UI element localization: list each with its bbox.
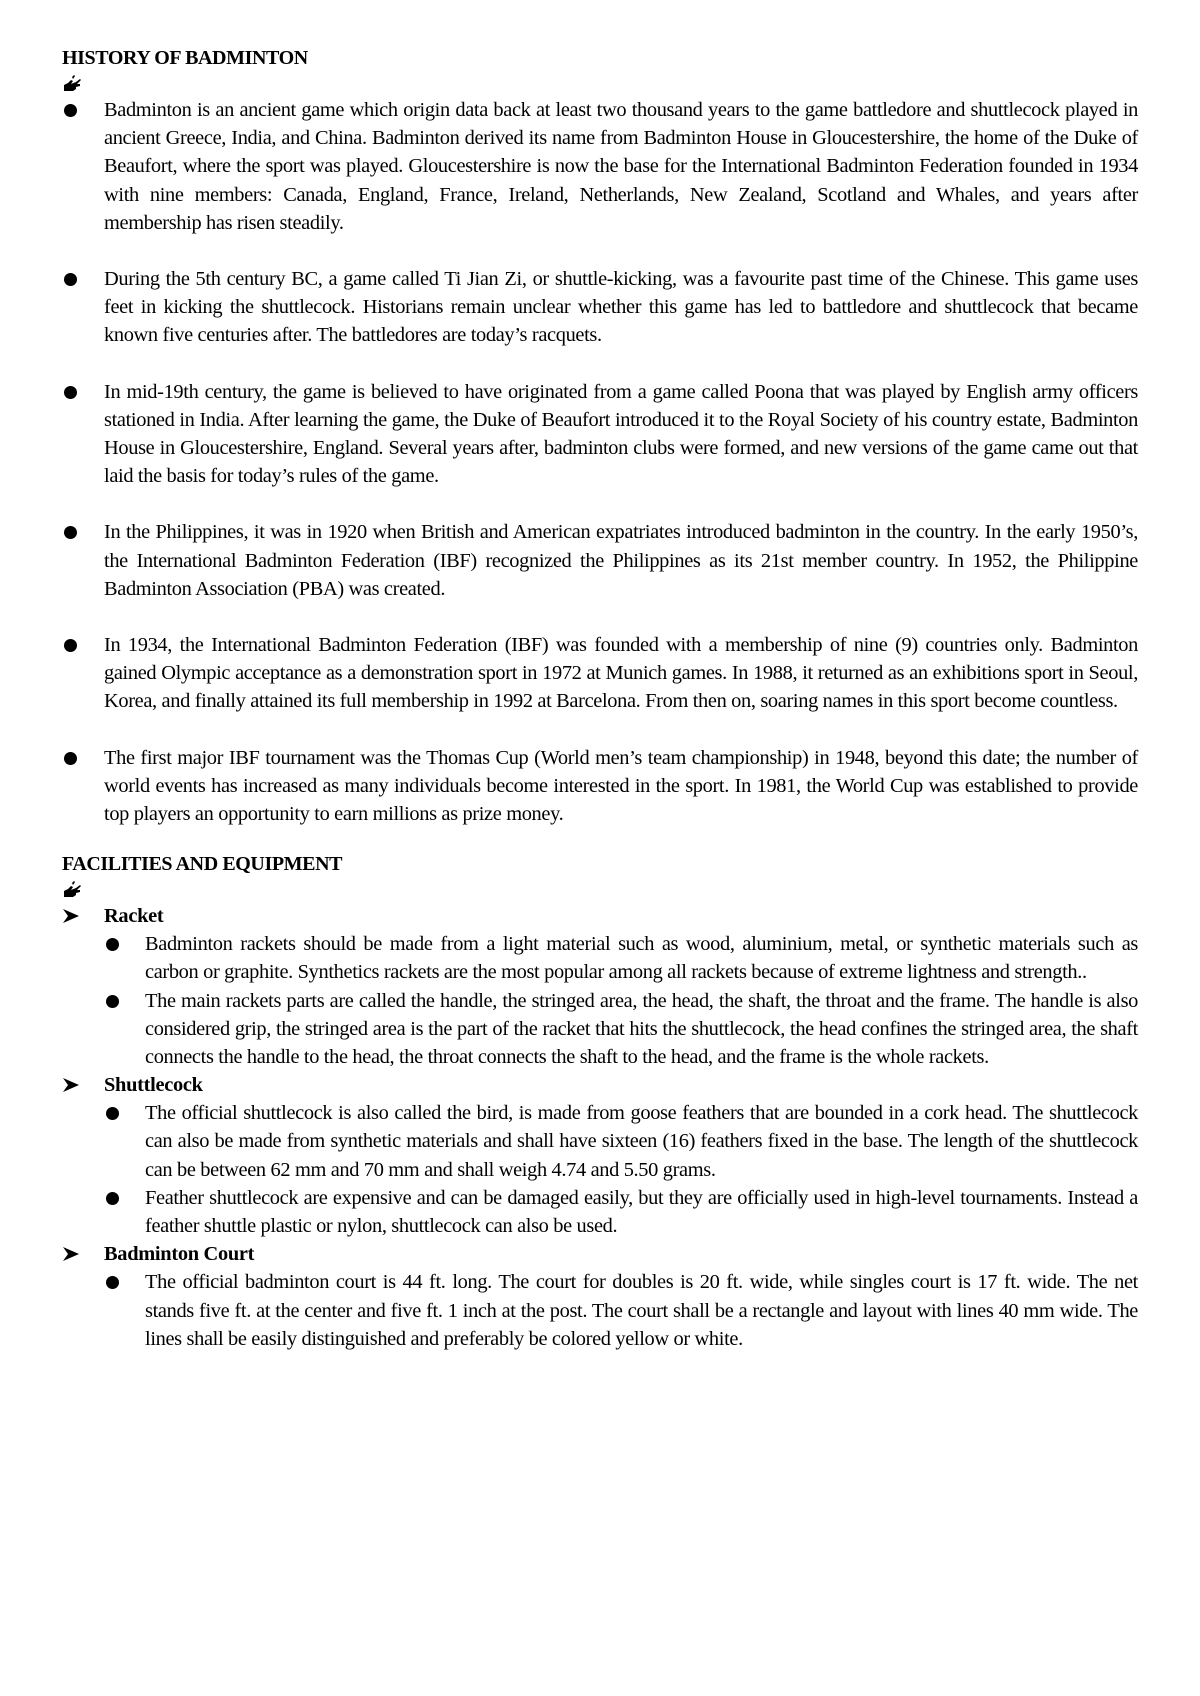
history-heading: HISTORY OF BADMINTON — [62, 47, 308, 69]
racket-section — [62, 902, 1138, 1071]
bullet-icon — [106, 938, 119, 951]
facilities-heading: FACILITIES AND EQUIPMENT — [62, 853, 343, 876]
list-item: The official badminton court is 44 ft. long. The court for doubles is 20 ft. wide, while singles court is 17 ft. wide. The net stands five ft. at the center and five ft. 1 inch at the post. The court shall be a rectangle and layout with lines 40 mm wide. The lines shall be easily distinguished and preferably be colored yellow or white. — [104, 1268, 1138, 1353]
court-section — [62, 1240, 1138, 1353]
bullet-icon — [64, 526, 77, 539]
racket-heading: Racket — [62, 902, 1138, 930]
list-item: The official shuttlecock is also called the bird, is made from goose feathers that are bounded in a cork head. The shuttlecock can also be made from synthetic materials and shall have sixteen (16) feathers fixed in the base. The length of the shuttlecock can be between 62 mm and 70 mm and shall weigh 4.74 and 5.50 grams. — [104, 1099, 1138, 1184]
writing-hand-icon — [62, 880, 82, 900]
bullet-icon — [106, 995, 119, 1008]
bullet-icon — [64, 273, 77, 286]
history-list — [62, 96, 1138, 828]
bullet-icon — [106, 1192, 119, 1205]
bullet-icon — [64, 386, 77, 399]
bullet-icon — [106, 1276, 119, 1289]
list-item: In the Philippines, it was in 1920 when British and American expatriates introduced badminton in the country. In the early 1950’s, the International Badminton Federation (IBF) recognized the Philippines as its 21st member country. In 1952, the Philippine Badminton Association (PBA) was created. — [62, 518, 1138, 603]
court-list — [62, 1268, 1138, 1353]
racket-list — [62, 930, 1138, 1071]
list-item: The first major IBF tournament was the Thomas Cup (World men’s team championship) in 1948, beyond this date; the number of world events has increased as many individuals become interested in the sport. In 1981, the World Cup was established to provide top players an opportunity to earn millions as prize money. — [62, 744, 1138, 829]
list-item: Badminton is an ancient game which origin data back at least two thousand years to the game battledore and shuttlecock played in ancient Greece, India, and China. Badminton derived its name from Badminton House in Gloucestershire, the home of the Duke of Beaufort, where the sport was played. Gloucestershire is now the base for the International Badminton Federation founded in 1934 with nine members: Canada, England, France, Ireland, Netherlands, New Zealand, Scotland and Whales, and years after membership has risen steadily. — [62, 96, 1138, 237]
list-item: In 1934, the International Badminton Federation (IBF) was founded with a membership of nine (9) countries only. Badminton gained Olympic acceptance as a demonstration sport in 1972 at Munich games. In 1988, it returned as an exhibitions sport in Seoul, Korea, and finally attained its full membership in 1992 at Barcelona. From then on, soaring names in this sport become countless. — [62, 631, 1138, 716]
arrowhead-bullet-icon — [62, 1077, 80, 1093]
bullet-icon — [64, 639, 77, 652]
document-page — [62, 44, 1138, 1353]
list-item: The main rackets parts are called the handle, the stringed area, the head, the shaft, the throat and the frame. The handle is also considered grip, the stringed area is the part of the racket that hits the shuttlecock, the head confines the stringed area, the shaft connects the handle to the head, the throat connects the shaft to the head, and the frame is the whole rackets. — [104, 987, 1138, 1072]
shuttlecock-section — [62, 1071, 1138, 1240]
list-item: During the 5th century BC, a game called Ti Jian Zi, or shuttle-kicking, was a favourite past time of the Chinese. This game uses feet in kicking the shuttlecock. Historians remain unclear whether this game has led to battledore and shuttlecock that became known five centuries after. The battledores are today’s racquets. — [62, 265, 1138, 350]
bullet-icon — [106, 1107, 119, 1120]
list-item: Feather shuttlecock are expensive and can be damaged easily, but they are officially used in high-level tournaments. Instead a feather shuttle plastic or nylon, shuttlecock can also be used. — [104, 1184, 1138, 1240]
arrowhead-bullet-icon — [62, 1246, 80, 1262]
arrowhead-bullet-icon — [62, 908, 80, 924]
list-item: Badminton rackets should be made from a light material such as wood, aluminium, metal, or synthetic materials such as carbon or graphite. Synthetics rackets are the most popular among all rackets because of extreme lightness and strength.. — [104, 930, 1138, 986]
bullet-icon — [64, 104, 77, 117]
writing-hand-icon — [62, 74, 82, 94]
list-item: In mid-19th century, the game is believed to have originated from a game called Poona that was played by English army officers stationed in India. After learning the game, the Duke of Beaufort introduced it to the Royal Society of his country estate, Badminton House in Gloucestershire, England. Several years after, badminton clubs were formed, and new versions of the game came out that laid the basis for today’s rules of the game. — [62, 378, 1138, 491]
court-heading: Badminton Court — [62, 1240, 1138, 1268]
shuttlecock-list — [62, 1099, 1138, 1240]
shuttlecock-heading: Shuttlecock — [62, 1071, 1138, 1099]
bullet-icon — [64, 752, 77, 765]
